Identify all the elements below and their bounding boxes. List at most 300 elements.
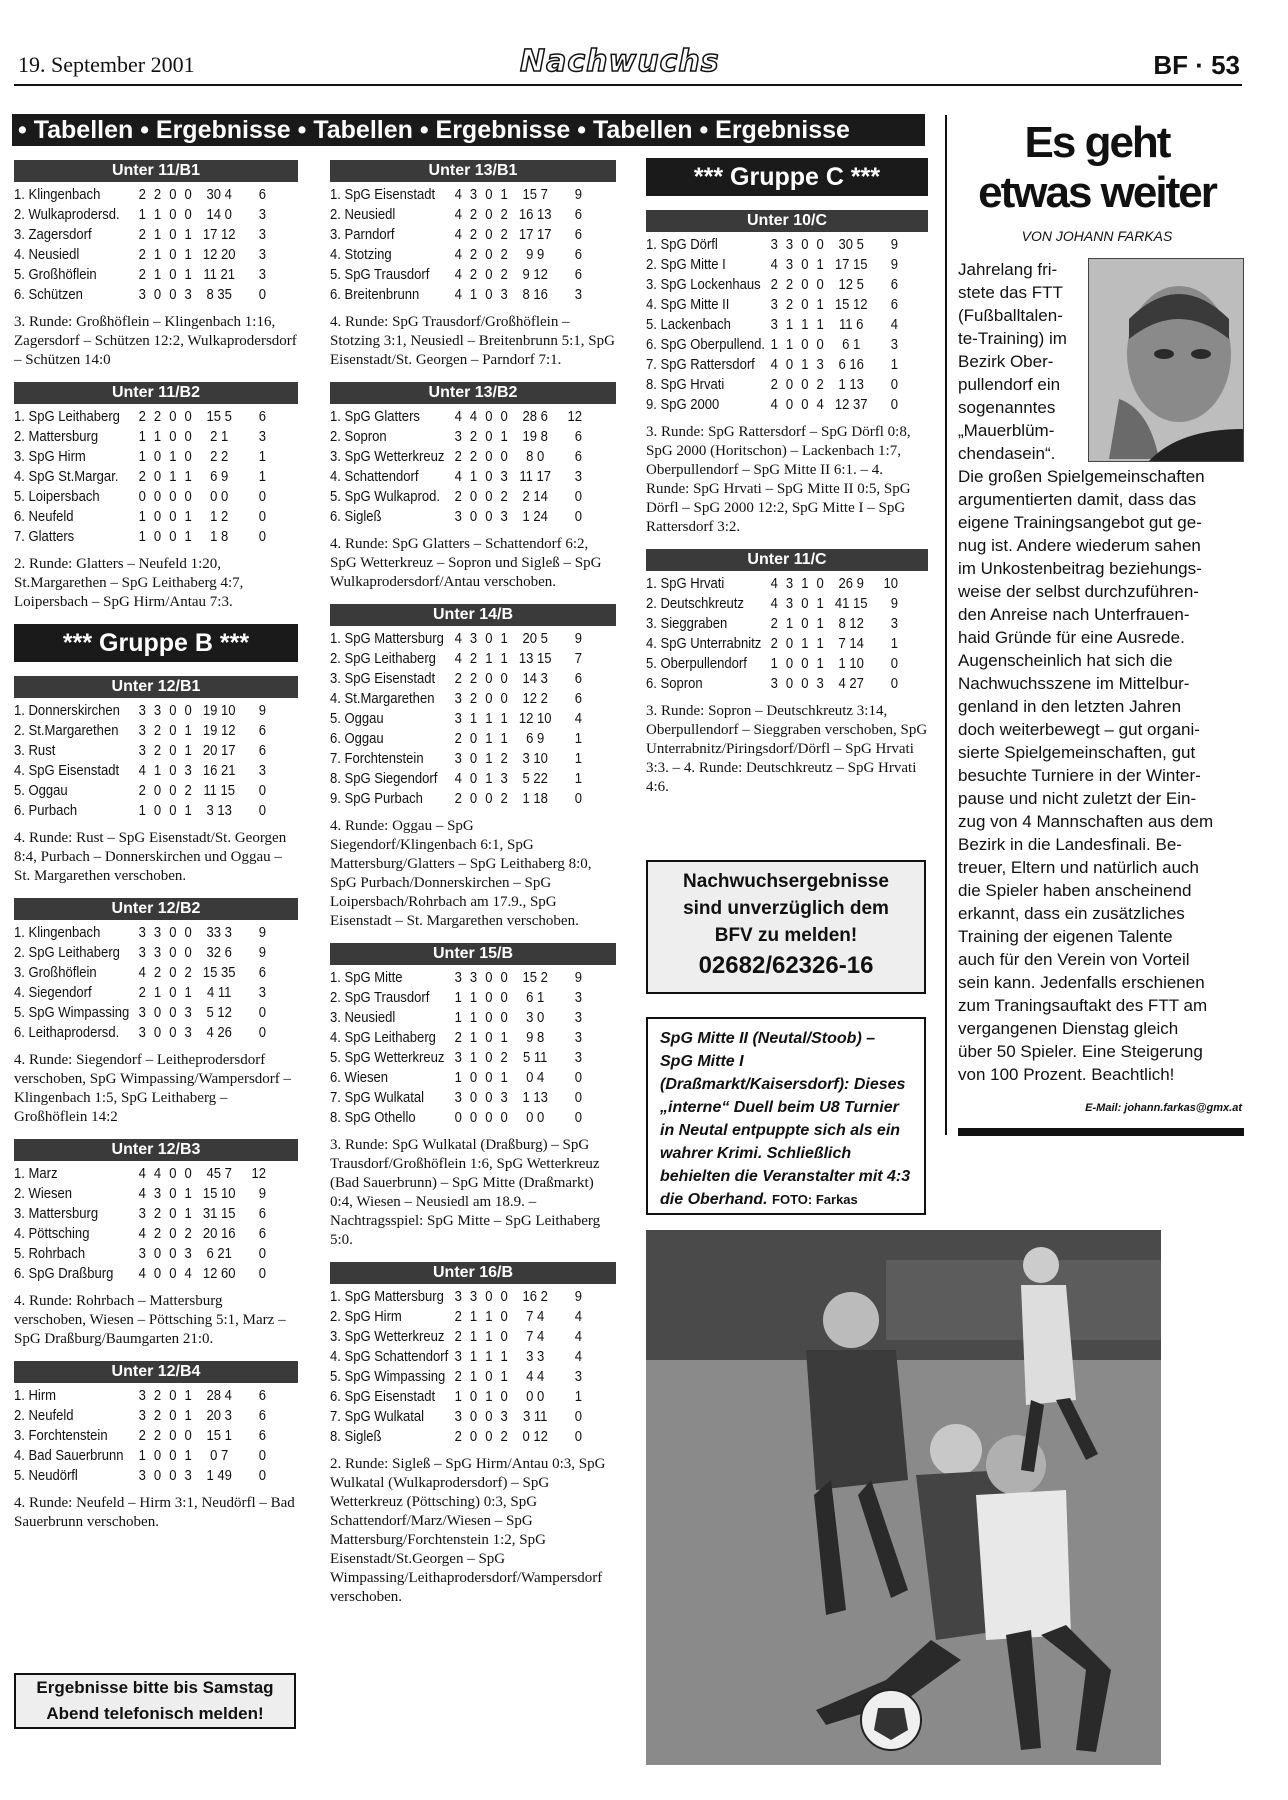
goals: 17 17	[518, 227, 552, 243]
table-row	[14, 285, 270, 305]
losses: 3	[184, 763, 192, 779]
games-played: 4	[138, 1226, 146, 1242]
table-row	[330, 447, 587, 467]
goals: 2 2	[210, 449, 229, 465]
wins: 2	[153, 409, 162, 425]
table-row	[14, 923, 270, 943]
article-line: Bezirk Ober-	[958, 352, 1054, 371]
games-played: 4	[138, 965, 146, 981]
wins: 0	[153, 469, 162, 485]
losses: 1	[816, 636, 824, 652]
draws: 0	[485, 1429, 493, 1445]
losses: 1	[500, 651, 508, 667]
team-name: 2. SpG Mitte I	[646, 257, 726, 273]
league-table	[14, 898, 298, 1043]
draws: 0	[169, 703, 177, 719]
table-row	[14, 721, 270, 741]
losses: 1	[184, 267, 192, 283]
goals: 16 2	[522, 1289, 548, 1305]
draws: 1	[485, 751, 493, 767]
losses: 2	[184, 1226, 192, 1242]
losses: 1	[500, 1070, 508, 1086]
games-played: 1	[138, 509, 146, 525]
games-played: 2	[138, 247, 146, 263]
team-name: 5. SpG Wetterkreuz	[330, 1050, 445, 1066]
table-title: Unter 15/B	[330, 943, 616, 965]
article-line: zug von 4 Mannschaften aus dem	[958, 812, 1214, 831]
wins: 2	[469, 671, 478, 687]
table-title: Unter 10/C	[646, 210, 928, 232]
column-2	[330, 160, 616, 1619]
games-played: 2	[454, 791, 462, 807]
wins: 2	[153, 965, 162, 981]
losses: 1	[184, 1206, 192, 1222]
table-row	[330, 407, 587, 427]
draws: 0	[169, 1266, 177, 1282]
goals: 14 3	[522, 671, 548, 687]
table-row	[330, 1387, 587, 1407]
wins: 0	[153, 1005, 162, 1021]
losses: 3	[184, 1005, 192, 1021]
losses: 0	[184, 207, 192, 223]
team-name: 5. SpG Wimpassing	[330, 1369, 446, 1385]
article-line: erkannt, dass ein zusätzliches	[958, 904, 1185, 923]
wins: 3	[469, 970, 478, 986]
draws: 0	[169, 227, 177, 243]
team-name: 3. SpG Hirm	[14, 449, 86, 465]
team-name: 3. Forchtenstein	[14, 1428, 108, 1444]
article-line: sogenanntes	[958, 398, 1056, 417]
wins: 1	[153, 207, 162, 223]
draws: 0	[169, 429, 177, 445]
goals: 7 4	[526, 1329, 545, 1345]
wins: 0	[469, 731, 478, 747]
points: 12	[567, 409, 582, 425]
losses: 2	[500, 207, 508, 223]
table-rows	[330, 1284, 616, 1447]
games-played: 3	[138, 703, 146, 719]
losses: 1	[816, 297, 824, 313]
points: 0	[574, 509, 582, 525]
wins: 0	[469, 1070, 478, 1086]
table-row	[330, 1068, 587, 1088]
losses: 3	[184, 287, 192, 303]
goals: 20 17	[202, 743, 236, 759]
table-row	[330, 968, 587, 988]
games-played: 1	[138, 429, 146, 445]
team-name: 5. SpG Wimpassing	[14, 1005, 130, 1021]
table-row	[646, 335, 900, 355]
losses: 0	[184, 449, 192, 465]
goals: 12 10	[518, 711, 552, 727]
round-results: 4. Runde: Rust – SpG Eisenstadt/St. Georgen 8:4, Purbach – Donnerskirchen und Oggau – St. Margarethen verschoben.	[14, 830, 287, 884]
goals: 3 3	[526, 1349, 545, 1365]
table-row	[646, 275, 900, 295]
wins: 1	[153, 985, 162, 1001]
games-played: 1	[138, 803, 146, 819]
goals: 30 5	[838, 237, 864, 253]
table-row	[330, 1327, 587, 1347]
article-line: Jahrelang fri-	[958, 260, 1058, 279]
table-row	[330, 225, 587, 245]
points: 3	[574, 287, 582, 303]
points: 1	[574, 1389, 582, 1405]
losses: 0	[500, 409, 508, 425]
table-rows	[14, 1383, 298, 1486]
games-played: 4	[454, 771, 462, 787]
draws: 0	[169, 985, 177, 1001]
team-name: 1. SpG Hrvati	[646, 576, 725, 592]
games-played: 1	[770, 656, 778, 672]
losses: 0	[184, 925, 192, 941]
losses: 0	[816, 237, 824, 253]
draws: 0	[485, 409, 493, 425]
draws: 0	[169, 1428, 177, 1444]
draws: 0	[169, 803, 177, 819]
wins: 1	[469, 1010, 478, 1026]
goals: 8 0	[526, 449, 545, 465]
losses: 3	[816, 357, 824, 373]
games-played: 3	[454, 711, 462, 727]
goals: 6 21	[206, 1246, 232, 1262]
draws: 0	[801, 616, 809, 632]
points: 6	[258, 1408, 266, 1424]
games-played: 4	[770, 357, 778, 373]
draws: 0	[169, 763, 177, 779]
table-row	[646, 654, 900, 674]
wins: 2	[153, 1428, 162, 1444]
points: 3	[574, 990, 582, 1006]
points: 0	[258, 287, 266, 303]
wins: 1	[469, 469, 478, 485]
goals: 15 35	[202, 965, 236, 981]
team-name: 5. SpG Wulkaprod.	[330, 489, 441, 505]
team-name: 4. Pöttsching	[14, 1226, 90, 1242]
draws: 0	[485, 429, 493, 445]
wins: 0	[469, 1429, 478, 1445]
goals: 12 2	[522, 691, 548, 707]
team-name: 4. Schattendorf	[330, 469, 419, 485]
team-name: 1. Klingenbach	[14, 925, 101, 941]
wins: 0	[153, 489, 162, 505]
points: 6	[574, 267, 582, 283]
wins: 0	[153, 1266, 162, 1282]
points: 9	[890, 257, 898, 273]
draws: 1	[485, 1329, 493, 1345]
points: 3	[574, 1010, 582, 1026]
team-name: 6. Oggau	[330, 731, 384, 747]
games-played: 4	[454, 247, 462, 263]
games-played: 2	[138, 267, 146, 283]
table-title: Unter 13/B2	[330, 382, 616, 404]
wins: 2	[153, 1388, 162, 1404]
article-line: auch für den Verein von Vorteil	[958, 950, 1190, 969]
wins: 0	[153, 1025, 162, 1041]
table-row	[14, 1466, 270, 1486]
article-line: Training der eigenen Talente	[958, 927, 1173, 946]
goals: 5 11	[522, 1050, 548, 1066]
games-played: 2	[454, 1030, 462, 1046]
wins: 0	[785, 636, 794, 652]
points: 0	[890, 656, 898, 672]
call-in-line-1: Ergebnisse bitte bis Samstag	[36, 1678, 274, 1697]
table-title: Unter 13/B1	[330, 160, 616, 182]
points: 1	[258, 449, 266, 465]
table-row	[14, 1003, 270, 1023]
table-row	[330, 1407, 587, 1427]
games-played: 2	[454, 489, 462, 505]
goals: 28 4	[206, 1388, 232, 1404]
bfv-line-1: Nachwuchsergebnisse	[683, 871, 889, 892]
losses: 1	[500, 1369, 508, 1385]
wins: 0	[469, 751, 478, 767]
losses: 1	[500, 187, 508, 203]
losses: 1	[184, 247, 192, 263]
wins: 0	[153, 287, 162, 303]
table-rows	[14, 404, 298, 547]
wins: 3	[153, 703, 162, 719]
draws: 0	[169, 965, 177, 981]
table-row	[330, 1347, 587, 1367]
team-name: 2. Wulkaprodersd.	[14, 207, 120, 223]
wins: 2	[153, 723, 162, 739]
goals: 4 27	[838, 676, 864, 692]
league-table	[646, 549, 928, 694]
table-row	[646, 574, 900, 594]
games-played: 3	[138, 925, 146, 941]
table-title: Unter 14/B	[330, 604, 616, 626]
team-name: 1. Hirm	[14, 1388, 57, 1404]
goals: 6 16	[838, 357, 864, 373]
goals: 0 0	[210, 489, 229, 505]
team-name: 3. Sieggraben	[646, 616, 728, 632]
games-played: 3	[454, 1050, 462, 1066]
wins: 2	[153, 187, 162, 203]
article-line: im Unkostenbeitrag beziehungs-	[958, 559, 1202, 578]
games-played: 2	[138, 409, 146, 425]
points: 9	[258, 1186, 266, 1202]
losses: 1	[816, 317, 824, 333]
games-played: 1	[138, 449, 146, 465]
table-row	[330, 427, 587, 447]
team-name: 2. St.Margarethen	[14, 723, 119, 739]
goals: 20 16	[202, 1226, 236, 1242]
points: 1	[258, 469, 266, 485]
draws: 0	[485, 187, 493, 203]
article-line: sein kann. Jedenfalls erschienen	[958, 973, 1205, 992]
team-name: 3. Mattersburg	[14, 1206, 99, 1222]
team-name: 6. Leithaprodersd.	[14, 1025, 120, 1041]
points: 6	[258, 1206, 266, 1222]
games-played: 4	[770, 257, 778, 273]
wins: 1	[469, 711, 478, 727]
team-name: 3. SpG Wetterkreuz	[330, 1329, 445, 1345]
bfv-line-3: BFV zu melden!	[714, 925, 858, 946]
games-played: 4	[454, 631, 462, 647]
wins: 1	[153, 763, 162, 779]
goals: 0 4	[526, 1070, 545, 1086]
league-table	[330, 382, 616, 527]
team-name: 1. SpG Leithaberg	[14, 409, 120, 425]
points: 3	[574, 469, 582, 485]
team-name: 4. Stotzing	[330, 247, 392, 263]
wins: 3	[153, 945, 162, 961]
losses: 2	[500, 227, 508, 243]
wins: 2	[469, 267, 478, 283]
losses: 0	[184, 945, 192, 961]
losses: 1	[500, 1349, 508, 1365]
goals: 7 14	[838, 636, 864, 652]
table-row	[646, 315, 900, 335]
games-played: 4	[454, 227, 462, 243]
table-row	[330, 749, 587, 769]
points: 0	[574, 1409, 582, 1425]
draws: 0	[485, 631, 493, 647]
games-played: 1	[138, 207, 146, 223]
table-row	[330, 285, 587, 305]
article-line: pullendorf ein	[958, 375, 1061, 394]
table-row	[14, 427, 270, 447]
goals: 15 12	[834, 297, 868, 313]
losses: 0	[816, 277, 824, 293]
games-played: 2	[454, 449, 462, 465]
draws: 0	[485, 247, 493, 263]
points: 3	[574, 1030, 582, 1046]
draws: 0	[169, 925, 177, 941]
table-row	[14, 1426, 270, 1446]
points: 3	[574, 1369, 582, 1385]
wins: 2	[153, 1408, 162, 1424]
team-name: 8. SpG Hrvati	[646, 377, 725, 393]
team-name: 1. Marz	[14, 1166, 58, 1182]
points: 3	[890, 616, 898, 632]
losses: 1	[184, 1408, 192, 1424]
team-name: 5. Oberpullendorf	[646, 656, 747, 672]
match-photo	[646, 1230, 1161, 1765]
draws: 1	[801, 636, 809, 652]
games-played: 3	[138, 1005, 146, 1021]
wins: 2	[469, 651, 478, 667]
table-row	[330, 1008, 587, 1028]
team-name: 4. SpG St.Margar.	[14, 469, 119, 485]
table-row	[330, 988, 587, 1008]
table-row	[330, 467, 587, 487]
games-played: 2	[138, 1428, 146, 1444]
league-table	[330, 1262, 616, 1447]
team-name: 6. Purbach	[14, 803, 78, 819]
goals: 3 10	[522, 751, 548, 767]
goals: 4 11	[206, 985, 232, 1001]
wins: 1	[785, 616, 794, 632]
bfv-phone: 02682/62326-16	[698, 952, 874, 979]
team-name: 6. Neufeld	[14, 509, 74, 525]
points: 3	[258, 267, 266, 283]
draws: 0	[801, 676, 809, 692]
wins: 1	[153, 247, 162, 263]
draws: 0	[485, 1369, 493, 1385]
wins: 2	[153, 1226, 162, 1242]
table-row	[646, 594, 900, 614]
goals: 8 12	[838, 616, 864, 632]
games-played: 3	[454, 429, 462, 445]
points: 0	[574, 791, 582, 807]
losses: 1	[816, 656, 824, 672]
losses: 0	[500, 1289, 508, 1305]
draws: 0	[801, 257, 809, 273]
wins: 1	[469, 1050, 478, 1066]
points: 0	[258, 1468, 266, 1484]
wins: 0	[785, 656, 794, 672]
team-name: 4. SpG Schattendorf	[330, 1349, 449, 1365]
games-played: 3	[454, 1349, 462, 1365]
team-name: 6. Schützen	[14, 287, 83, 303]
games-played: 3	[138, 945, 146, 961]
losses: 0	[500, 691, 508, 707]
losses: 0	[816, 337, 824, 353]
games-played: 3	[454, 970, 462, 986]
table-row	[14, 1446, 270, 1466]
table-row	[330, 789, 587, 809]
round-results: 4. Runde: SpG Trausdorf/Großhöflein – Stotzing 3:1, Neusiedl – Breitenbrunn 5:1, SpG Eisenstadt/St. Georgen – Parndorf 7:1.	[330, 314, 615, 368]
table-row	[646, 375, 900, 395]
games-played: 2	[454, 1429, 462, 1445]
points: 0	[574, 1429, 582, 1445]
table-row	[646, 255, 900, 275]
team-name: 4. Bad Sauerbrunn	[14, 1448, 124, 1464]
draws: 1	[485, 1309, 493, 1325]
call-in-line-2: Abend telefonisch melden!	[46, 1704, 264, 1723]
article-body	[958, 258, 1244, 1086]
team-name: 5. Großhöflein	[14, 267, 97, 283]
draws: 0	[169, 409, 177, 425]
table-row	[14, 205, 270, 225]
table-row	[330, 1307, 587, 1327]
team-name: 1. SpG Glatters	[330, 409, 420, 425]
team-name: 2. SpG Trausdorf	[330, 990, 430, 1006]
points: 6	[574, 207, 582, 223]
table-row	[14, 507, 270, 527]
article-line: weise der selbst durchzuführen-	[958, 582, 1199, 601]
article-line: te-Training) im	[958, 329, 1067, 348]
team-name: 2. Mattersburg	[14, 429, 99, 445]
wins: 1	[469, 1369, 478, 1385]
team-name: 7. SpG Wulkatal	[330, 1090, 425, 1106]
games-played: 3	[454, 1409, 462, 1425]
losses: 0	[500, 671, 508, 687]
caption-text: SpG Mitte II (Neutal/Stoob) – SpG Mitte I (Draßmarkt/Kaisersdorf): Dieses „interne“ Duell beim U8 Turnier in Neutal entpuppte sich als ein wahrer Krimi. Schließlich behielten die Veranstalter mit 4:3 die Oberhand.	[660, 1030, 911, 1208]
wins: 3	[469, 187, 478, 203]
wins: 0	[469, 1389, 478, 1405]
draws: 0	[801, 596, 809, 612]
team-name: 1. SpG Dörfl	[646, 237, 718, 253]
article-line: Die großen Spielgemeinschaften	[958, 467, 1205, 486]
losses: 0	[500, 449, 508, 465]
round-results: 4. Runde: Neufeld – Hirm 3:1, Neudörfl – Bad Sauerbrunn verschoben.	[14, 1495, 295, 1530]
draws: 0	[169, 1448, 177, 1464]
article-line: von 100 Prozent. Beachtlich!	[958, 1065, 1175, 1084]
team-name: 2. Neufeld	[14, 1408, 74, 1424]
table-row	[14, 1244, 270, 1264]
games-played: 4	[138, 1166, 146, 1182]
table-rows	[646, 232, 928, 415]
points: 9	[574, 187, 582, 203]
goals: 5 12	[206, 1005, 232, 1021]
games-played: 3	[770, 676, 778, 692]
article-line: sierte Spielgemeinschaften, gut	[958, 743, 1196, 762]
page-date: 19. September 2001	[18, 52, 195, 77]
draws: 0	[169, 267, 177, 283]
wins: 0	[785, 357, 794, 373]
